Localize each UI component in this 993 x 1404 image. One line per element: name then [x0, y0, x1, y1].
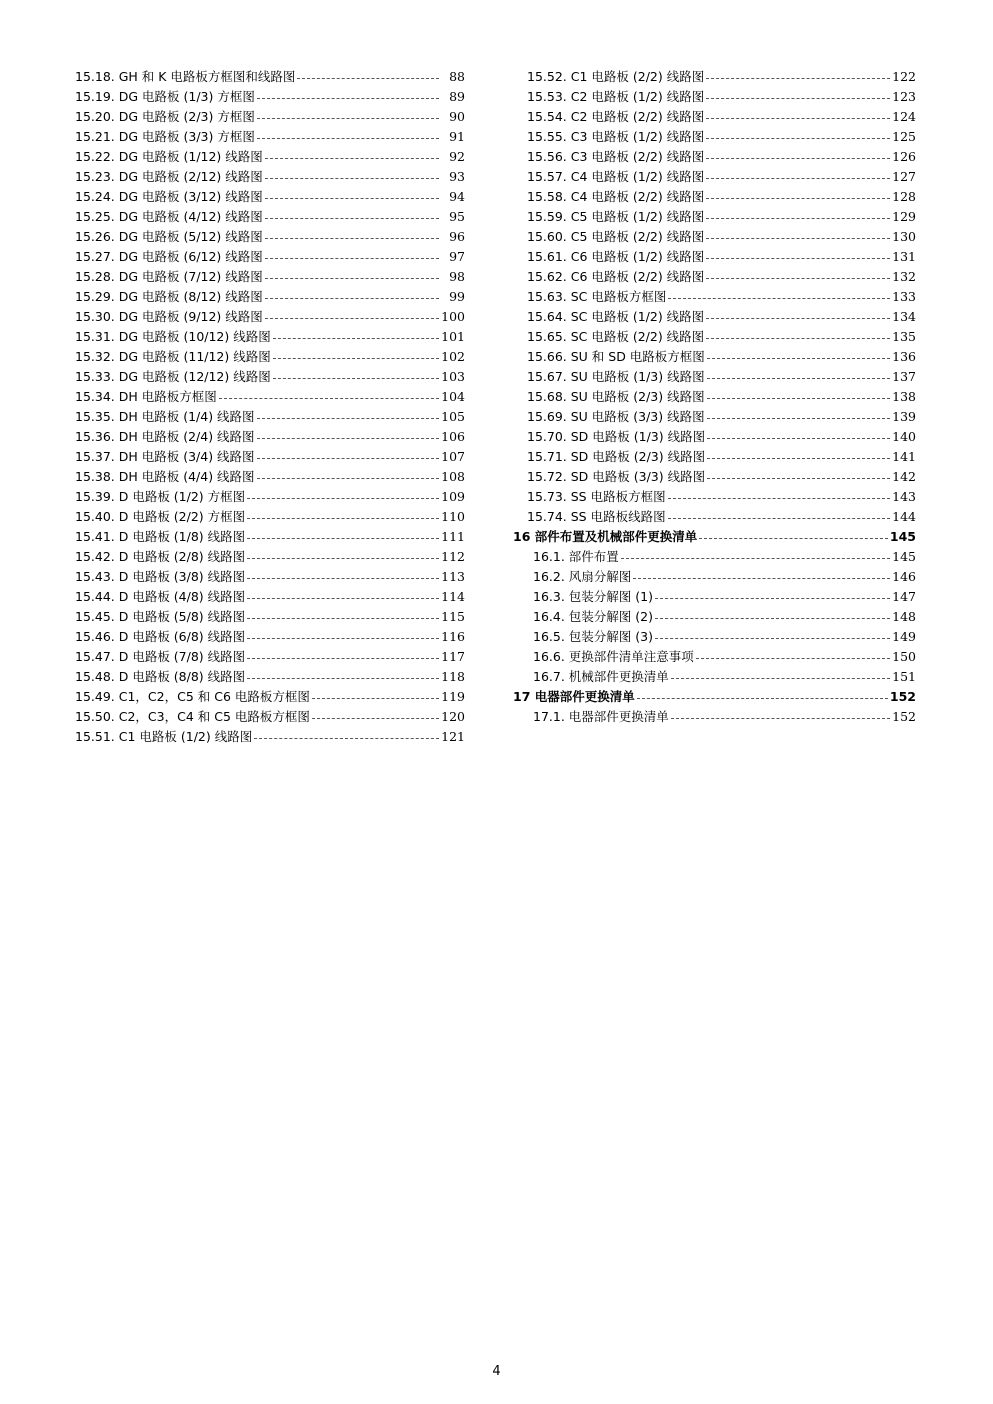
toc-entry-page: 103 — [441, 369, 465, 384]
toc-leader-line — [265, 258, 439, 259]
toc-leader-line — [707, 438, 890, 439]
toc-entry[interactable] — [513, 227, 916, 247]
toc-leader-line — [668, 518, 890, 519]
toc-entry-title: 15.65. SC 电路板 (2/2) 线路图 — [527, 329, 705, 344]
toc-entry-title: 15.18. GH 和 K 电路板方框图和线路图 — [75, 69, 296, 84]
toc-entry[interactable] — [75, 147, 465, 167]
toc-leader-line — [247, 538, 439, 539]
toc-entry-title: 15.27. DG 电路板 (6/12) 线路图 — [75, 249, 263, 264]
toc-entry[interactable] — [513, 707, 916, 727]
toc-entry[interactable] — [75, 267, 465, 287]
toc-entry-title: 15.52. C1 电路板 (2/2) 线路图 — [527, 69, 705, 84]
toc-entry-page: 143 — [892, 489, 916, 504]
toc-leader-line — [706, 258, 890, 259]
toc-entry-title: 15.39. D 电路板 (1/2) 方框图 — [75, 489, 246, 504]
toc-entry-title: 15.56. C3 电路板 (2/2) 线路图 — [527, 149, 705, 164]
toc-leader-line — [706, 318, 890, 319]
toc-entry-title: 16.1. 部件布置 — [533, 549, 619, 564]
toc-leader-line — [706, 118, 890, 119]
toc-entry-title: 17 电器部件更换清单 — [513, 689, 635, 704]
toc-entry-page: 115 — [441, 609, 465, 624]
toc-entry-page: 89 — [449, 89, 465, 104]
toc-entry[interactable] — [513, 347, 916, 367]
toc-entry[interactable] — [75, 507, 465, 527]
toc-entry-title: 15.40. D 电路板 (2/2) 方框图 — [75, 509, 246, 524]
toc-leader-line — [671, 678, 890, 679]
toc-entry-page: 131 — [892, 249, 916, 264]
toc-entry-title: 15.38. DH 电路板 (4/4) 线路图 — [75, 469, 255, 484]
toc-leader-line — [696, 658, 890, 659]
toc-entry-page: 100 — [441, 309, 465, 324]
toc-entry-title: 15.47. D 电路板 (7/8) 线路图 — [75, 649, 246, 664]
toc-entry[interactable] — [513, 407, 916, 427]
toc-entry-title: 15.72. SD 电路板 (3/3) 线路图 — [527, 469, 706, 484]
toc-entry-title: 15.54. C2 电路板 (2/2) 线路图 — [527, 109, 705, 124]
toc-entry[interactable] — [513, 547, 916, 567]
toc-entry-page: 93 — [449, 169, 465, 184]
toc-entry[interactable] — [75, 727, 465, 747]
toc-leader-line — [247, 598, 439, 599]
toc-leader-line — [707, 418, 890, 419]
toc-entry-page: 129 — [892, 209, 916, 224]
toc-entry[interactable] — [75, 167, 465, 187]
toc-entry-page: 112 — [441, 549, 465, 564]
toc-entry-page: 145 — [892, 549, 916, 564]
toc-leader-line — [257, 438, 439, 439]
toc-entry[interactable] — [75, 347, 465, 367]
toc-leader-line — [247, 518, 439, 519]
toc-entry[interactable] — [513, 87, 916, 107]
toc-entry-title: 15.63. SC 电路板方框图 — [527, 289, 667, 304]
toc-entry-title: 15.43. D 电路板 (3/8) 线路图 — [75, 569, 246, 584]
toc-entry-title: 15.45. D 电路板 (5/8) 线路图 — [75, 609, 246, 624]
toc-entry-page: 137 — [892, 369, 916, 384]
toc-entry[interactable] — [513, 467, 916, 487]
toc-column-left — [75, 67, 465, 747]
toc-leader-line — [265, 318, 439, 319]
toc-entry-page: 99 — [449, 289, 465, 304]
toc-entry-page: 110 — [441, 509, 465, 524]
toc-entry-page: 151 — [892, 669, 916, 684]
toc-leader-line — [273, 338, 439, 339]
toc-entry-page: 96 — [449, 229, 465, 244]
toc-entry[interactable] — [75, 547, 465, 567]
toc-entry-title: 15.50. C2，C3，C4 和 C5 电路板方框图 — [75, 709, 310, 724]
toc-entry[interactable] — [513, 667, 916, 687]
toc-entry-page: 140 — [892, 429, 916, 444]
toc-entry-page: 124 — [892, 109, 916, 124]
toc-entry-page: 127 — [892, 169, 916, 184]
toc-entry-title: 15.67. SU 电路板 (1/3) 线路图 — [527, 369, 705, 384]
toc-entry[interactable] — [75, 707, 465, 727]
toc-entry-page: 136 — [892, 349, 916, 364]
toc-leader-line — [247, 678, 439, 679]
toc-leader-line — [706, 238, 890, 239]
toc-entry-page: 135 — [892, 329, 916, 344]
toc-entry[interactable] — [75, 467, 465, 487]
toc-entry-page: 144 — [892, 509, 916, 524]
toc-entry[interactable] — [513, 627, 916, 647]
toc-leader-line — [257, 138, 439, 139]
toc-entry-page: 148 — [892, 609, 916, 624]
toc-leader-line — [257, 418, 439, 419]
toc-leader-line — [633, 578, 890, 579]
toc-entry[interactable] — [513, 67, 916, 87]
toc-entry[interactable] — [75, 407, 465, 427]
toc-entry[interactable] — [75, 387, 465, 407]
toc-entry-page: 118 — [441, 669, 465, 684]
toc-entry[interactable] — [75, 527, 465, 547]
toc-entry-title: 15.23. DG 电路板 (2/12) 线路图 — [75, 169, 263, 184]
toc-entry-title: 15.49. C1，C2，C5 和 C6 电路板方框图 — [75, 689, 310, 704]
toc-leader-line — [219, 398, 439, 399]
toc-entry-page: 130 — [892, 229, 916, 244]
toc-entry-page: 95 — [449, 209, 465, 224]
toc-entry-page: 106 — [441, 429, 465, 444]
toc-entry-page: 117 — [441, 649, 465, 664]
toc-entry[interactable] — [513, 147, 916, 167]
toc-entry-page: 111 — [441, 529, 465, 544]
toc-leader-line — [655, 638, 890, 639]
toc-leader-line — [273, 358, 439, 359]
toc-entry-title: 15.59. C5 电路板 (1/2) 线路图 — [527, 209, 705, 224]
toc-leader-line — [257, 98, 439, 99]
toc-entry-title: 15.44. D 电路板 (4/8) 线路图 — [75, 589, 246, 604]
toc-leader-line — [257, 478, 439, 479]
toc-entry-page: 147 — [892, 589, 916, 604]
toc-entry-title: 15.31. DG 电路板 (10/12) 线路图 — [75, 329, 271, 344]
page-number: 4 — [492, 1364, 501, 1379]
toc-entry[interactable] — [513, 327, 916, 347]
toc-entry-title: 15.33. DG 电路板 (12/12) 线路图 — [75, 369, 271, 384]
toc-entry-page: 152 — [889, 689, 916, 704]
toc-entry[interactable] — [513, 187, 916, 207]
toc-entry-title: 15.70. SD 电路板 (1/3) 线路图 — [527, 429, 706, 444]
toc-entry-title: 15.69. SU 电路板 (3/3) 线路图 — [527, 409, 705, 424]
toc-leader-line — [707, 398, 890, 399]
toc-entry-page: 104 — [441, 389, 465, 404]
toc-entry[interactable] — [513, 287, 916, 307]
toc-chapter-entry[interactable] — [513, 687, 916, 707]
toc-leader-line — [655, 618, 890, 619]
toc-entry-title: 15.20. DG 电路板 (2/3) 方框图 — [75, 109, 255, 124]
toc-entry[interactable] — [513, 427, 916, 447]
toc-leader-line — [707, 478, 890, 479]
toc-entry[interactable] — [513, 447, 916, 467]
toc-entry[interactable] — [75, 227, 465, 247]
toc-entry[interactable] — [75, 667, 465, 687]
toc-entry[interactable] — [513, 367, 916, 387]
toc-entry[interactable] — [75, 647, 465, 667]
toc-leader-line — [637, 698, 888, 699]
toc-entry[interactable] — [513, 267, 916, 287]
toc-leader-line — [247, 618, 439, 619]
toc-entry-page: 134 — [892, 309, 916, 324]
toc-leader-line — [706, 158, 890, 159]
toc-leader-line — [273, 378, 439, 379]
toc-leader-line — [247, 558, 439, 559]
toc-entry[interactable] — [513, 247, 916, 267]
toc-entry-title: 15.26. DG 电路板 (5/12) 线路图 — [75, 229, 263, 244]
toc-entry-title: 15.35. DH 电路板 (1/4) 线路图 — [75, 409, 255, 424]
toc-leader-line — [706, 218, 890, 219]
toc-entry-title: 15.41. D 电路板 (1/8) 线路图 — [75, 529, 246, 544]
toc-entry[interactable] — [75, 207, 465, 227]
toc-entry-page: 152 — [892, 709, 916, 724]
toc-entry[interactable] — [75, 107, 465, 127]
toc-entry-title: 15.28. DG 电路板 (7/12) 线路图 — [75, 269, 263, 284]
toc-entry[interactable] — [513, 207, 916, 227]
toc-entry[interactable] — [75, 687, 465, 707]
toc-entry-page: 133 — [892, 289, 916, 304]
toc-leader-line — [668, 498, 890, 499]
toc-leader-line — [706, 78, 890, 79]
toc-entry[interactable] — [513, 647, 916, 667]
toc-entry-title: 15.57. C4 电路板 (1/2) 线路图 — [527, 169, 705, 184]
toc-entry-title: 15.19. DG 电路板 (1/3) 方框图 — [75, 89, 255, 104]
toc-leader-line — [257, 458, 439, 459]
toc-entry[interactable] — [75, 87, 465, 107]
toc-leader-line — [668, 298, 890, 299]
toc-leader-line — [706, 98, 890, 99]
toc-entry-title: 15.21. DG 电路板 (3/3) 方框图 — [75, 129, 255, 144]
toc-leader-line — [699, 538, 888, 539]
toc-leader-line — [671, 718, 890, 719]
toc-entry-page: 98 — [449, 269, 465, 284]
toc-entry-page: 114 — [441, 589, 465, 604]
toc-entry-page: 119 — [441, 689, 465, 704]
toc-entry-page: 150 — [892, 649, 916, 664]
toc-entry-title: 15.36. DH 电路板 (2/4) 线路图 — [75, 429, 255, 444]
toc-entry-page: 139 — [892, 409, 916, 424]
toc-entry-page: 88 — [449, 69, 465, 84]
toc-leader-line — [257, 118, 439, 119]
toc-entry-title: 15.73. SS 电路板方框图 — [527, 489, 666, 504]
toc-leader-line — [655, 598, 890, 599]
toc-leader-line — [254, 738, 439, 739]
toc-chapter-entry[interactable] — [513, 527, 916, 547]
toc-entry-title: 15.51. C1 电路板 (1/2) 线路图 — [75, 729, 253, 744]
toc-entry-title: 15.55. C3 电路板 (1/2) 线路图 — [527, 129, 705, 144]
toc-entry-page: 146 — [892, 569, 916, 584]
toc-entry-title: 16 部件布置及机械部件更换清单 — [513, 529, 698, 544]
toc-entry-title: 16.3. 包装分解图 (1) — [533, 589, 653, 604]
toc-entry-title: 16.4. 包装分解图 (2) — [533, 609, 653, 624]
toc-entry-page: 116 — [441, 629, 465, 644]
toc-leader-line — [265, 198, 439, 199]
toc-entry-page: 149 — [892, 629, 916, 644]
toc-entry-page: 125 — [892, 129, 916, 144]
toc-entry[interactable] — [75, 427, 465, 447]
toc-entry[interactable] — [75, 287, 465, 307]
toc-entry[interactable] — [75, 447, 465, 467]
toc-entry[interactable] — [75, 187, 465, 207]
toc-entry[interactable] — [75, 367, 465, 387]
toc-entry[interactable] — [513, 387, 916, 407]
toc-entry[interactable] — [75, 327, 465, 347]
toc-entry-page: 107 — [441, 449, 465, 464]
toc-entry-page: 142 — [892, 469, 916, 484]
toc-entry-title: 15.25. DG 电路板 (4/12) 线路图 — [75, 209, 263, 224]
toc-entry[interactable] — [513, 607, 916, 627]
toc-entry-page: 132 — [892, 269, 916, 284]
toc-entry-title: 15.32. DG 电路板 (11/12) 线路图 — [75, 349, 271, 364]
toc-leader-line — [706, 278, 890, 279]
toc-entry[interactable] — [75, 247, 465, 267]
toc-leader-line — [706, 138, 890, 139]
toc-entry-title: 15.29. DG 电路板 (8/12) 线路图 — [75, 289, 263, 304]
toc-entry[interactable] — [75, 567, 465, 587]
toc-leader-line — [247, 658, 439, 659]
toc-entry-page: 122 — [892, 69, 916, 84]
toc-leader-line — [706, 338, 890, 339]
toc-entry-title: 15.62. C6 电路板 (2/2) 线路图 — [527, 269, 705, 284]
toc-leader-line — [312, 698, 439, 699]
toc-entry-page: 109 — [441, 489, 465, 504]
toc-entry[interactable] — [75, 627, 465, 647]
toc-leader-line — [707, 378, 890, 379]
toc-entry-title: 15.58. C4 电路板 (2/2) 线路图 — [527, 189, 705, 204]
toc-entry-page: 141 — [892, 449, 916, 464]
toc-entry-page: 97 — [449, 249, 465, 264]
toc-entry-page: 128 — [892, 189, 916, 204]
toc-leader-line — [707, 358, 890, 359]
toc-entry-page: 91 — [449, 129, 465, 144]
toc-leader-line — [265, 298, 439, 299]
toc-leader-line — [247, 578, 439, 579]
toc-entry[interactable] — [513, 127, 916, 147]
toc-entry-title: 17.1. 电器部件更换清单 — [533, 709, 669, 724]
toc-entry[interactable] — [75, 127, 465, 147]
toc-entry-title: 16.2. 风扇分解图 — [533, 569, 632, 584]
toc-entry-page: 145 — [889, 529, 916, 544]
toc-entry[interactable] — [513, 107, 916, 127]
toc-entry-title: 15.74. SS 电路板线路图 — [527, 509, 666, 524]
toc-leader-line — [297, 78, 439, 79]
toc-entry-title: 15.34. DH 电路板方框图 — [75, 389, 217, 404]
toc-entry-page: 108 — [441, 469, 465, 484]
toc-column-right — [513, 67, 916, 727]
toc-leader-line — [706, 178, 890, 179]
toc-entry-title: 16.7. 机械部件更换清单 — [533, 669, 669, 684]
toc-entry-page: 120 — [441, 709, 465, 724]
toc-entry[interactable] — [513, 507, 916, 527]
toc-entry[interactable] — [513, 567, 916, 587]
toc-entry-page: 121 — [441, 729, 465, 744]
toc-entry[interactable] — [75, 587, 465, 607]
toc-entry-page: 138 — [892, 389, 916, 404]
toc-entry-title: 15.22. DG 电路板 (1/12) 线路图 — [75, 149, 263, 164]
toc-entry-title: 16.6. 更换部件清单注意事项 — [533, 649, 694, 664]
toc-entry-title: 15.66. SU 和 SD 电路板方框图 — [527, 349, 705, 364]
toc-entry[interactable] — [513, 307, 916, 327]
toc-leader-line — [265, 178, 439, 179]
toc-leader-line — [265, 278, 439, 279]
toc-entry-title: 15.48. D 电路板 (8/8) 线路图 — [75, 669, 246, 684]
toc-entry[interactable] — [513, 587, 916, 607]
toc-entry-title: 15.30. DG 电路板 (9/12) 线路图 — [75, 309, 263, 324]
toc-entry[interactable] — [75, 607, 465, 627]
toc-leader-line — [265, 218, 439, 219]
toc-entry-title: 15.24. DG 电路板 (3/12) 线路图 — [75, 189, 263, 204]
toc-entry[interactable] — [75, 67, 465, 87]
toc-entry[interactable] — [75, 307, 465, 327]
toc-leader-line — [265, 158, 439, 159]
toc-entry-page: 90 — [449, 109, 465, 124]
toc-entry[interactable] — [75, 487, 465, 507]
toc-leader-line — [312, 718, 439, 719]
toc-entry-title: 15.60. C5 电路板 (2/2) 线路图 — [527, 229, 705, 244]
toc-entry-page: 92 — [449, 149, 465, 164]
toc-entry-title: 15.42. D 电路板 (2/8) 线路图 — [75, 549, 246, 564]
toc-entry-page: 101 — [441, 329, 465, 344]
toc-entry-page: 126 — [892, 149, 916, 164]
toc-entry[interactable] — [513, 487, 916, 507]
toc-entry-page: 105 — [441, 409, 465, 424]
toc-entry-title: 15.61. C6 电路板 (1/2) 线路图 — [527, 249, 705, 264]
toc-entry-title: 15.37. DH 电路板 (3/4) 线路图 — [75, 449, 255, 464]
toc-leader-line — [707, 458, 890, 459]
toc-entry-page: 102 — [441, 349, 465, 364]
toc-entry-page: 113 — [441, 569, 465, 584]
toc-entry-page: 94 — [449, 189, 465, 204]
toc-entry-title: 15.68. SU 电路板 (2/3) 线路图 — [527, 389, 705, 404]
toc-entry-page: 123 — [892, 89, 916, 104]
toc-leader-line — [621, 558, 890, 559]
toc-leader-line — [706, 198, 890, 199]
toc-leader-line — [247, 638, 439, 639]
toc-leader-line — [247, 498, 439, 499]
toc-entry-title: 15.46. D 电路板 (6/8) 线路图 — [75, 629, 246, 644]
toc-entry-title: 15.53. C2 电路板 (1/2) 线路图 — [527, 89, 705, 104]
toc-entry-title: 16.5. 包装分解图 (3) — [533, 629, 653, 644]
toc-entry-title: 15.71. SD 电路板 (2/3) 线路图 — [527, 449, 706, 464]
toc-entry[interactable] — [513, 167, 916, 187]
toc-entry-title: 15.64. SC 电路板 (1/2) 线路图 — [527, 309, 705, 324]
toc-leader-line — [265, 238, 439, 239]
